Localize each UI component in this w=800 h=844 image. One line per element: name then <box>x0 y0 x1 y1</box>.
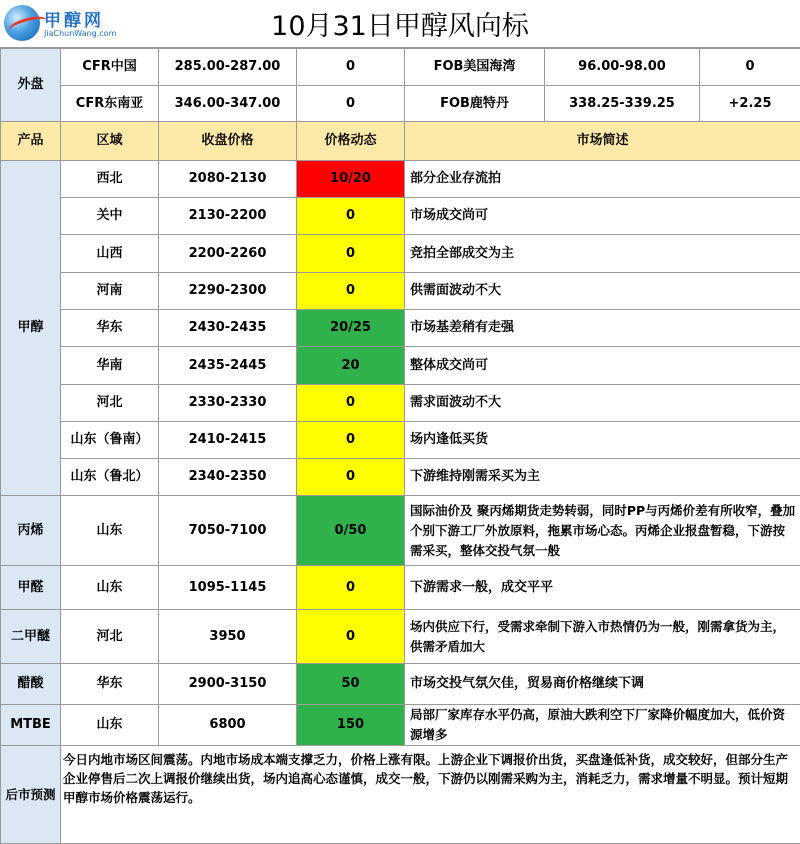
change-cell: 0 <box>297 459 405 496</box>
external-change: 0 <box>700 49 800 86</box>
forecast-text: 今日内地市场区间震荡。内地市场成本端支撑乏力，价格上涨有限。上游企业下调报价出货，买盘逢低补货，成交较好，但部分生产企业停售后二次上调报价继续出货，场内追高心态谨慎，成交一般，下游仍以刚需采购为主，消耗乏力，需求增量不明显。预计短期甲醇市场价格震荡运行。 <box>61 746 800 844</box>
col-product: 产品 <box>1 122 61 161</box>
table-row <box>1 705 800 746</box>
region-cell: 河南 <box>61 273 159 310</box>
table-row <box>1 235 800 273</box>
external-name: FOB鹿特丹 <box>405 86 545 122</box>
price-cell: 1095-1145 <box>159 566 297 610</box>
table-row <box>1 664 800 705</box>
table-row <box>1 198 800 235</box>
table-row <box>1 310 800 347</box>
product-dme: 二甲醚 <box>1 610 61 664</box>
region-cell: 山西 <box>61 235 159 273</box>
desc-cell: 场内逢低买货 <box>405 422 800 459</box>
table-row <box>1 610 800 664</box>
change-cell: 0 <box>297 235 405 273</box>
region-cell: 华南 <box>61 347 159 385</box>
price-cell: 2410-2415 <box>159 422 297 459</box>
change-cell: 0 <box>297 385 405 422</box>
desc-cell: 竞拍全部成交为主 <box>405 235 800 273</box>
desc-cell: 部分企业存流拍 <box>405 161 800 198</box>
desc-cell: 国际油价及 聚丙烯期货走势转弱，同时PP与丙烯价差有所收窄，叠加个别下游工厂外放原料，拖累市场心态。丙烯企业报盘暂稳，下游按需采买，整体交投气氛一般 <box>405 496 800 566</box>
desc-cell: 下游维持刚需采买为主 <box>405 459 800 496</box>
table-row <box>1 496 800 566</box>
desc-cell: 局部厂家库存水平仍高，原油大跌利空下厂家降价幅度加大，低价资源增多 <box>405 705 800 746</box>
price-cell: 2130-2200 <box>159 198 297 235</box>
external-name: CFR东南亚 <box>61 86 159 122</box>
title-bar <box>0 0 800 48</box>
logo-text: 甲醇网 <box>44 6 104 31</box>
price-cell: 2330-2330 <box>159 385 297 422</box>
product-formaldehyde: 甲醛 <box>1 566 61 610</box>
desc-cell: 下游需求一般，成交平平 <box>405 566 800 610</box>
col-change: 价格动态 <box>297 122 405 161</box>
table-row <box>1 385 800 422</box>
region-cell: 山东（鲁南） <box>61 422 159 459</box>
price-cell: 2900-3150 <box>159 664 297 705</box>
logo-url: JiaChunWang.com <box>44 29 116 38</box>
change-cell: 0 <box>297 610 405 664</box>
change-cell: 20 <box>297 347 405 385</box>
desc-cell: 市场交投气氛欠佳，贸易商价格继续下调 <box>405 664 800 705</box>
page-title: 10月31日甲醇风向标 <box>0 4 800 43</box>
change-cell: 10/20 <box>297 161 405 198</box>
change-cell: 0 <box>297 273 405 310</box>
region-cell: 华东 <box>61 310 159 347</box>
forecast-label: 后市预测 <box>1 746 61 844</box>
external-row <box>1 49 800 86</box>
external-label: 外盘 <box>1 49 61 122</box>
region-cell: 河北 <box>61 610 159 664</box>
region-cell: 华东 <box>61 664 159 705</box>
col-desc: 市场简述 <box>405 122 800 161</box>
desc-cell: 整体成交尚可 <box>405 347 800 385</box>
table-row <box>1 273 800 310</box>
external-price: 285.00-287.00 <box>159 49 297 86</box>
price-cell: 2435-2445 <box>159 347 297 385</box>
region-cell: 山东（鲁北） <box>61 459 159 496</box>
price-table <box>0 48 800 844</box>
column-header-row <box>1 122 800 161</box>
change-cell: 0 <box>297 198 405 235</box>
price-cell: 6800 <box>159 705 297 746</box>
table-row <box>1 161 800 198</box>
region-cell: 山东 <box>61 566 159 610</box>
change-cell: 0 <box>297 422 405 459</box>
external-name: FOB美国海湾 <box>405 49 545 86</box>
change-cell: 0 <box>297 566 405 610</box>
external-price: 338.25-339.25 <box>545 86 700 122</box>
table-row <box>1 459 800 496</box>
price-cell: 2340-2350 <box>159 459 297 496</box>
region-cell: 山东 <box>61 705 159 746</box>
external-change: +2.25 <box>700 86 800 122</box>
price-cell: 2290-2300 <box>159 273 297 310</box>
forecast-row <box>1 746 800 844</box>
change-cell: 50 <box>297 664 405 705</box>
col-price: 收盘价格 <box>159 122 297 161</box>
table-row <box>1 422 800 459</box>
price-cell: 7050-7100 <box>159 496 297 566</box>
desc-cell: 市场基差稍有走强 <box>405 310 800 347</box>
desc-cell: 供需面波动不大 <box>405 273 800 310</box>
region-cell: 山东 <box>61 496 159 566</box>
external-change: 0 <box>297 49 405 86</box>
external-change: 0 <box>297 86 405 122</box>
change-cell: 150 <box>297 705 405 746</box>
region-cell: 西北 <box>61 161 159 198</box>
change-cell: 20/25 <box>297 310 405 347</box>
desc-cell: 市场成交尚可 <box>405 198 800 235</box>
col-region: 区域 <box>61 122 159 161</box>
price-cell: 2430-2435 <box>159 310 297 347</box>
external-price: 96.00-98.00 <box>545 49 700 86</box>
product-mtbe: MTBE <box>1 705 61 746</box>
product-propylene: 丙烯 <box>1 496 61 566</box>
change-cell: 0/50 <box>297 496 405 566</box>
price-cell: 2080-2130 <box>159 161 297 198</box>
price-cell: 2200-2260 <box>159 235 297 273</box>
region-cell: 河北 <box>61 385 159 422</box>
product-acetic: 醋酸 <box>1 664 61 705</box>
table-row <box>1 566 800 610</box>
price-cell: 3950 <box>159 610 297 664</box>
product-methanol: 甲醇 <box>1 161 61 496</box>
external-name: CFR中国 <box>61 49 159 86</box>
region-cell: 关中 <box>61 198 159 235</box>
desc-cell: 需求面波动不大 <box>405 385 800 422</box>
external-price: 346.00-347.00 <box>159 86 297 122</box>
table-row <box>1 347 800 385</box>
external-row <box>1 86 800 122</box>
desc-cell: 场内供应下行，受需求牵制下游入市热情仍为一般，刚需拿货为主，供需矛盾加大 <box>405 610 800 664</box>
